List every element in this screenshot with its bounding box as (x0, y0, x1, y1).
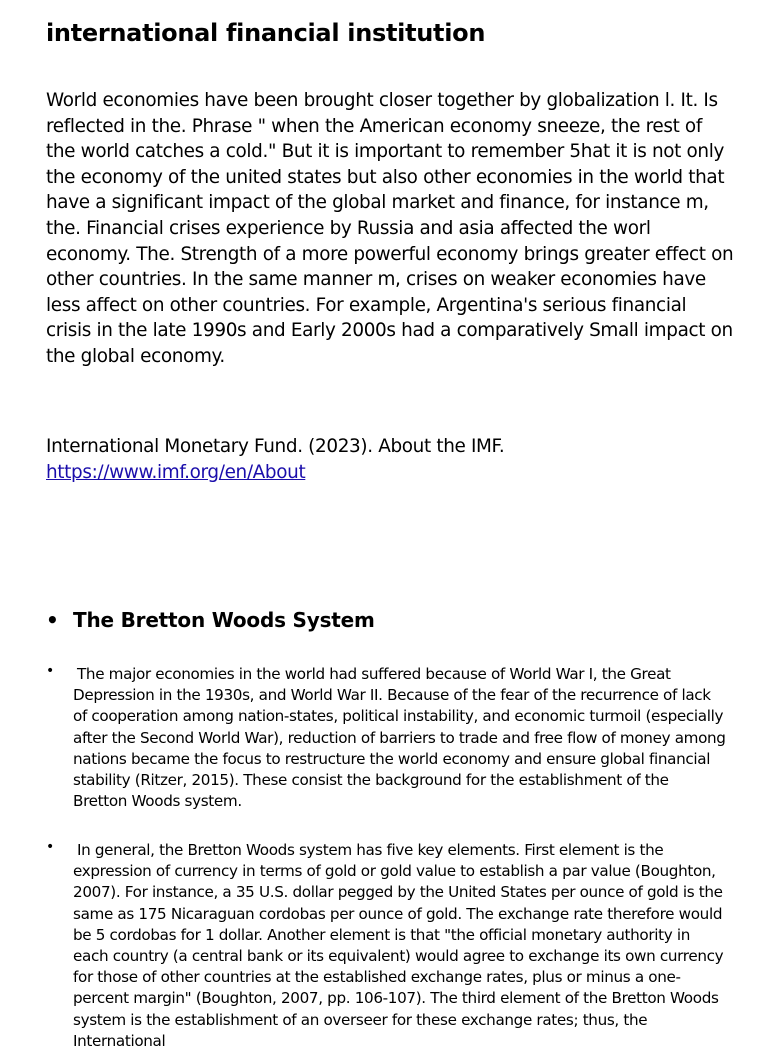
reference-entry (46, 434, 504, 485)
bullet-icon: • (46, 608, 59, 632)
list-item-text: In general, the Bretton Woods system has five key elements. First element is the expression of currency in terms of gold or gold value to establish a par value (Boughton, 2007). For instance, a 35 U.S. dollar pegged by the United States per ounce of gold is the same as 175 Nicaraguan cordobas per ounce of gold. The exchange rate therefore would be 5 cordobas for 1 dollar. Another element is that "the official monetary authority in each country (a central bank or its equivalent) would agree to exchange its own currency for those of other countries at the established exchange rates, plus or minus a one-percent margin" (Boughton, 2007, pp. 106-107). The third element of the Bretton Woods system is the establishment of an overseer for these exchange rates; thus, the International (73, 841, 724, 1050)
list-item (46, 840, 726, 1052)
intro-paragraph: World economies have been brought closer together by globalization l. It. Is reflected in the. Phrase " when the American economy sneeze, the rest of the world catches a cold." But it is important to remember 5hat it is not only the economy of the united states but also other economies in the world that have a significant impact of the global market and finance, for instance m, the. Financial crises experience by Russia and asia affected the worl economy. The. Strength of a more powerful economy brings greater effect on other countries. In the same manner m, crises on weaker economies have less affect on other countries. For example, Argentina's serious financial crisis in the late 1990s and Early 2000s had a comparatively Small impact on the global economy. (46, 90, 734, 367)
section-heading-text: The Bretton Woods System (73, 608, 375, 632)
list-item-text: The major economies in the world had suffered because of World War I, the Great Depression in the 1930s, and World War II. Because of the fear of the recurrence of lack of cooperation among nation-states, political instability, and economic turmoil (especially after the Second World War), reduction of barriers to trade and free flow of money among nations became the focus to restructure the world economy and ensure global financial stability (Ritzer, 2015). These consist the background for the establishment of the Bretton Woods system. (73, 665, 726, 811)
reference-citation: International Monetary Fund. (2023). About the IMF. (46, 436, 505, 457)
document-title: international financial institution (46, 19, 486, 47)
bullet-icon: • (46, 839, 54, 855)
reference-link[interactable]: https://www.imf.org/en/About (46, 461, 306, 483)
bullet-icon: • (46, 663, 54, 679)
list-item (46, 664, 726, 812)
